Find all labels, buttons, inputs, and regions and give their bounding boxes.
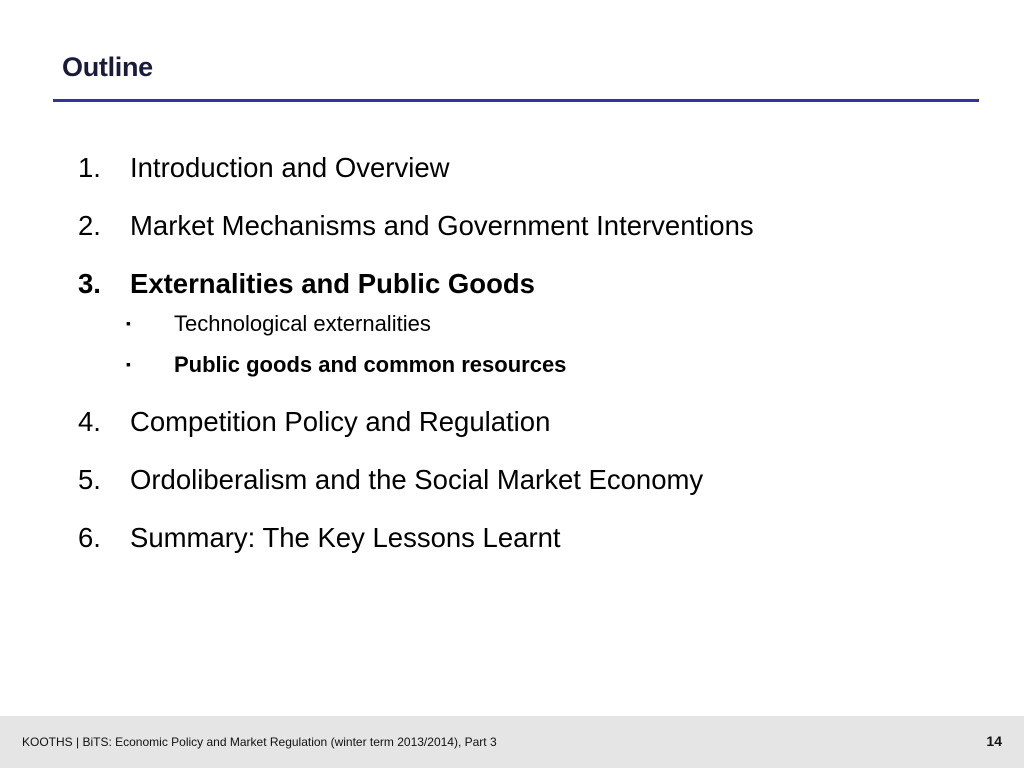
outline-item-number: 1.	[78, 152, 101, 183]
outline-item-2	[78, 204, 978, 262]
outline-item-label: Ordoliberalism and the Social Market Economy	[130, 464, 704, 495]
outline-item-number: 2.	[78, 210, 101, 241]
outline-item-label: Externalities and Public Goods	[130, 268, 535, 299]
outline-subitem-label: Technological externalities	[174, 311, 431, 336]
slide-footer	[0, 716, 1024, 768]
outline-subitem-1	[78, 308, 978, 349]
outline-item-label: Market Mechanisms and Government Interventions	[130, 210, 754, 241]
outline-item-number: 5.	[78, 464, 101, 495]
slide-title: Outline	[62, 52, 153, 82]
outline-item-number: 4.	[78, 406, 101, 437]
outline-subitems	[78, 308, 978, 390]
outline-subitem-label: Public goods and common resources	[174, 352, 567, 377]
outline-item-number: 3.	[78, 268, 101, 299]
outline-item-4	[78, 400, 978, 458]
outline-subitem-2-current	[78, 349, 978, 390]
page-number: 14	[986, 733, 1002, 749]
title-divider	[53, 99, 979, 102]
outline-list	[78, 146, 978, 574]
outline-item-label: Introduction and Overview	[130, 152, 450, 183]
footer-text: KOOTHS | BiTS: Economic Policy and Market Regulation (winter term 2013/2014), Part 3	[22, 735, 497, 749]
outline-item-5	[78, 458, 978, 516]
outline-item-1	[78, 146, 978, 204]
outline-item-6	[78, 516, 978, 574]
outline-item-label: Competition Policy and Regulation	[130, 406, 551, 437]
outline-item-number: 6.	[78, 522, 101, 553]
square-bullet-icon: ▪	[126, 315, 131, 331]
outline-item-label: Summary: The Key Lessons Learnt	[130, 522, 561, 553]
square-bullet-icon: ▪	[126, 356, 131, 372]
